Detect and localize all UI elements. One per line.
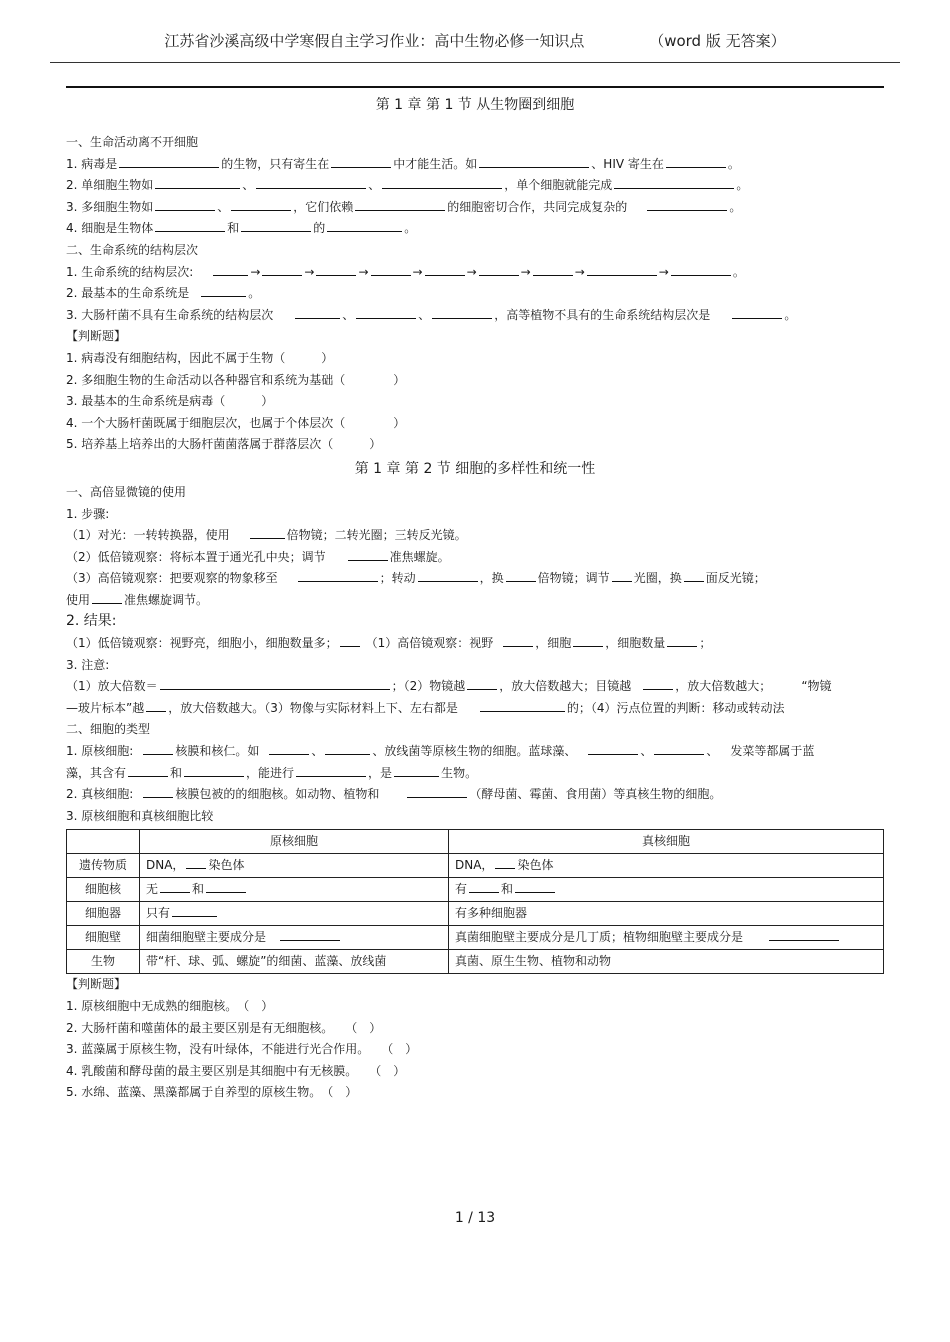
header-tag: （word 版 无答案） [649, 32, 786, 50]
top-rule [66, 86, 884, 88]
question-line: （1）放大倍数＝ ；（2）物镜越 ，放大倍数越大；目镜越 ，放大倍数越大； “物镜 [66, 676, 884, 698]
section-2-title: 第 1 章 第 2 节 细胞的多样性和统一性 [354, 460, 596, 477]
heading: 2. 结果: [66, 613, 117, 630]
question-line: —玻片标本”越 ，放大倍数越大。（3）物像与实际材料上下、左右都是 的；（4）污点位置的判断：移动或转动法 [66, 698, 884, 720]
judge-item: 4. 乳酸菌和酵母菌的最主要区别是其细胞中有无核膜。 （ ） [66, 1063, 406, 1078]
question-line: 使用 准焦螺旋调节。 [66, 590, 884, 612]
header-title: 江苏省沙溪高级中学寒假自主学习作业：高中生物必修一知识点 [164, 32, 585, 50]
heading: 1. 步骤: [66, 506, 110, 521]
judge-item: 2. 大肠杆菌和噬菌体的最主要区别是有无细胞核。 （ ） [66, 1020, 382, 1035]
table-header-row: 原核细胞 真核细胞 [67, 830, 884, 854]
section-1-title: 第 1 章 第 1 节 从生物圈到细胞 [375, 97, 575, 113]
heading: 二、细胞的类型 [66, 722, 151, 737]
question-line: 1. 病毒是 的生物，只有寄生在 中才能生活。如 、HIV 寄生在 。 [66, 154, 884, 176]
table-row: 遗传物质 DNA， 染色体 DNA， 染色体 [67, 854, 884, 878]
heading: 3. 注意: [66, 657, 110, 672]
judge-title: 【判断题】 [66, 977, 127, 992]
question-line: 藻，其含有 和 ，能进行 ，是 生物。 [66, 763, 884, 785]
judge-item: 1. 原核细胞中无成熟的细胞核。 （ ） [66, 999, 274, 1013]
question-line: （2）低倍镜观察：将标本置于通光孔中央；调节 准焦螺旋。 [66, 547, 884, 569]
question-line: 2. 真核细胞: 核膜包被的的细胞核。如动物、植物和 （酵母菌、霉菌、食用菌）等真核生物的细胞。 [66, 784, 884, 806]
judge-item: 5. 水绵、蓝藻、黑藻都属于自养型的原核生物。 （ ） [66, 1085, 358, 1100]
heading: 二、生命系统的结构层次 [66, 242, 199, 257]
heading: 一、高倍显微镜的使用 [66, 484, 187, 499]
heading: 3. 原核细胞和真核细胞比较 [66, 808, 214, 823]
question-line: （3）高倍镜观察：把要观察的物象移至 ；转动 ，换 倍物镜；调节 光圈，换 面反光镜； [66, 568, 884, 590]
judge-item: 3. 最基本的生命系统是病毒（ ） [66, 394, 274, 409]
document-body [66, 92, 884, 1104]
judge-item: 2. 多细胞生物的生命活动以各种器官和系统为基础（ ） [66, 372, 406, 387]
question-line: 3. 多细胞生物如 、 ，它们依赖 的细胞密切合作，共同完成复杂的 。 [66, 197, 884, 219]
heading: 一、生命活动离不开细胞 [66, 135, 199, 149]
judge-title: 【判断题】 [66, 329, 127, 344]
question-line: 2. 最基本的生命系统是 。 [66, 283, 884, 305]
judge-item: 4. 一个大肠杆菌既属于细胞层次，也属于个体层次（ ） [66, 415, 406, 430]
comparison-table [66, 829, 884, 974]
question-line: 1. 生命系统的结构层次: → → → → → → → → 。 [66, 262, 884, 284]
judge-item: 1. 病毒没有细胞结构，因此不属于生物（ ） [66, 350, 334, 365]
page-number: 1 / 13 [454, 1210, 496, 1226]
question-line: 1. 原核细胞: 核膜和核仁。如 、 、放线菌等原核生物的细胞。蓝球藻、 、 、 发菜等都属于蓝 [66, 741, 884, 763]
question-line: 4. 细胞是生物体 和 的 。 [66, 218, 884, 240]
table-row: 细胞核 无 和 有 和 [67, 878, 884, 902]
table-row: 生物 带“杆、球、弧、螺旋”的细菌、蓝藻、放线菌 真菌、原生生物、植物和动物 [67, 950, 884, 974]
judge-item: 3. 蓝藻属于原核生物，没有叶绿体，不能进行光合作用。 （ ） [66, 1042, 418, 1057]
judge-item: 5. 培养基上培养出的大肠杆菌菌落属于群落层次（ ） [66, 437, 382, 452]
question-line: （1）对光：一转转换器，使用 倍物镜；二转光圈；三转反光镜。 [66, 525, 884, 547]
table-row: 细胞器 只有 有多种细胞器 [67, 902, 884, 926]
page-header [50, 30, 900, 63]
table-row: 细胞壁 细菌细胞壁主要成分是 真菌细胞壁主要成分是几丁质；植物细胞壁主要成分是 [67, 926, 884, 950]
question-line: （1）低倍镜观察：视野亮，细胞小，细胞数量多； （1）高倍镜观察：视野 ，细胞 ，细胞数量 ； [66, 633, 884, 655]
question-line: 3. 大肠杆菌不具有生命系统的结构层次 、 、 ，高等植物不具有的生命系统结构层次是 。 [66, 305, 884, 327]
question-line: 2. 单细胞生物如 、 、 ，单个细胞就能完成 。 [66, 175, 884, 197]
